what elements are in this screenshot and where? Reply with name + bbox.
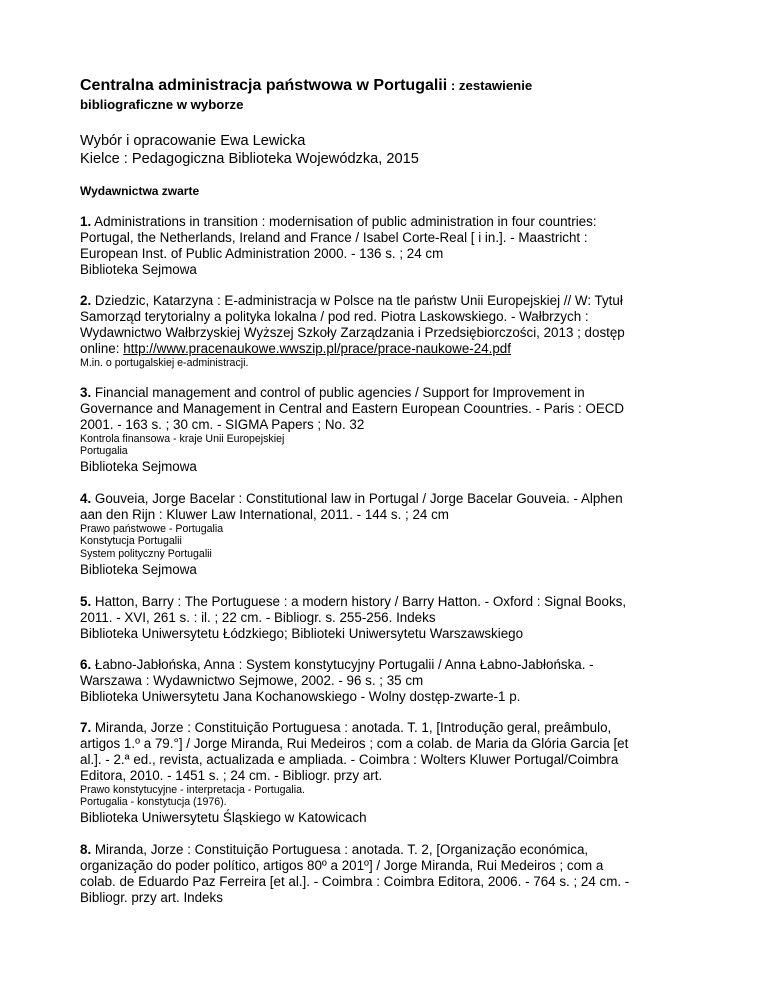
title-main: Centralna administracja państwowa w Portugalii: [80, 77, 448, 94]
entry-line: al.]. - 2.ª ed., revista, actualizada e ampliada. - Coimbra : Wolters Kluwer Portugal/Coimbra: [80, 751, 619, 767]
entry-link-line: [80, 341, 690, 357]
library-location: Biblioteka Uniwersytetu Jana Kochanowskiego - Wolny dostęp-zwarte-1 p.: [80, 688, 521, 704]
bibliography-entry: [80, 293, 690, 370]
entry-number: 2.: [80, 293, 92, 308]
entry-line: Bibliogr. przy art. Indeks: [80, 889, 223, 905]
bibliography-entry: [80, 720, 690, 827]
entry-line: colab. de Eduardo Paz Ferreira [et al.]. - Coimbra : Coimbra Editora, 2006. - 764 s. ; 24 cm. -: [80, 873, 630, 889]
entry-line: Governance and Management in Central and Eastern European Coountries. - Paris : OECD: [80, 400, 625, 416]
entry-line: 2001. - 163 s. ; 30 cm. - SIGMA Papers ; No. 32: [80, 416, 365, 432]
bibliography-list: [80, 214, 690, 906]
subject-keyword: Prawo konstytucyjne - interpretacja - Portugalia.: [80, 783, 305, 796]
bibliography-entry: [80, 214, 690, 278]
subject-keyword: Kontrola finansowa - kraje Unii Europejskiej: [80, 432, 285, 445]
entry-line: Wydawnictwo Wałbrzyskiej Wyższej Szkoły Zarządzania i Przedsiębiorczości, 2013 ; dostęp: [80, 325, 625, 340]
entry-text: Gouveia, Jorge Bacelar : Constitutional law in Portugal / Jorge Bacelar Gouveia. - Alphen: [94, 490, 623, 506]
subject-keyword: Portugalia - konstytucja (1976).: [80, 796, 227, 809]
subject-keyword: M.in. o portugalskiej e-administracji.: [80, 357, 249, 369]
entry-line: organização do poder político, artigos 80º a 201º] / Jorge Miranda, Rui Medeiros ; com a: [80, 857, 604, 873]
title-continuation: bibliograficzne w wyborze: [80, 97, 244, 112]
entry-line: Portugal, the Netherlands, Ireland and France / Isabel Corte-Real [ i in.]. - Maastricht :: [80, 230, 588, 245]
entry-line: Warszawa : Wydawnictwo Sejmowe, 2002. - 96 s. ; 35 cm: [80, 672, 424, 688]
bibliography-entry: [80, 842, 690, 906]
entry-text: Miranda, Jorze : Constituição Portuguesa : anotada. T. 2, [Organização económica,: [94, 841, 589, 857]
library-location: Biblioteka Uniwersytetu Śląskiego w Katowicach: [80, 809, 367, 825]
entry-text: Łabno-Jabłońska, Anna : System konstytucyjny Portugalii / Anna Łabno-Jabłońska. -: [94, 656, 594, 672]
document-meta: [80, 132, 690, 168]
entry-text: Administrations in transition : modernisation of public administration in four countries:: [94, 214, 597, 229]
entry-text: Miranda, Jorze : Constituição Portuguesa : anotada. T. 1, [Introdução geral, preâmbulo,: [94, 719, 612, 735]
entry-line: 2011. - XVI, 261 s. : il. ; 22 cm. - Bibliogr. s. 255-256. Indeks: [80, 609, 436, 625]
entry-line: artigos 1.º a 79.°] / Jorge Miranda, Rui Medeiros ; com a colab. de Maria da Glória Garcia [et: [80, 735, 629, 751]
entry-number: 4.: [80, 490, 92, 506]
entry-line: Samorząd terytorialny a polityka lokalna / pod red. Piotra Laskowskiego. - Wałbrzych :: [80, 309, 589, 324]
entry-text: Dziedzic, Katarzyna : E-administracja w Polsce na tle państw Unii Europejskiej // W: Tytuł: [94, 293, 623, 308]
link-prefix: online:: [80, 341, 124, 356]
entry-line: [80, 657, 690, 673]
entry-line: [80, 214, 690, 230]
bibliography-entry: [80, 385, 690, 476]
entry-line: aan den Rijn : Kluwer Law International, 2011. - 144 s. ; 24 cm: [80, 506, 449, 522]
entry-number: 3.: [80, 384, 92, 400]
entry-line: [80, 491, 690, 507]
subject-keyword: Prawo państwowe - Portugalia: [80, 522, 224, 535]
document-title: [80, 76, 690, 96]
subject-keyword: System polityczny Portugalii: [80, 547, 212, 560]
entry-number: 8.: [80, 841, 92, 857]
bibliography-entry: [80, 594, 690, 642]
title-sub: : zestawienie: [447, 78, 533, 93]
document-page: [80, 76, 690, 906]
library-location: Biblioteka Sejmowa: [80, 262, 197, 277]
library-location: Biblioteka Uniwersytetu Łódzkiego; Biblioteki Uniwersytetu Warszawskiego: [80, 625, 524, 641]
section-title: Wydawnictwa zwarte: [80, 184, 200, 198]
entry-text: Hatton, Barry : The Portuguese : a modern history / Barry Hatton. - Oxford : Signal Books,: [94, 593, 627, 609]
entry-line: [80, 594, 690, 610]
subject-keyword: Portugalia: [80, 445, 128, 458]
library-location: Biblioteka Sejmowa: [80, 561, 197, 577]
entry-line: [80, 720, 690, 736]
entry-line: [80, 842, 690, 858]
entry-number: 5.: [80, 593, 92, 609]
entry-line: [80, 385, 690, 401]
entry-link[interactable]: http://www.pracenaukowe.wwszip.pl/prace/prace-naukowe-24.pdf: [123, 341, 511, 356]
library-location: Biblioteka Sejmowa: [80, 458, 197, 474]
publisher-line: Kielce : Pedagogiczna Biblioteka Wojewódzka, 2015: [80, 151, 419, 167]
entry-line: European Inst. of Public Administration 2000. - 136 s. ; 24 cm: [80, 246, 444, 261]
entry-line: [80, 293, 690, 309]
bibliography-entry: [80, 657, 690, 705]
entry-line: Editora, 2010. - 1451 s. ; 24 cm. - Bibliogr. przy art.: [80, 767, 383, 783]
entry-text: Financial management and control of public agencies / Support for Improvement in: [94, 384, 585, 400]
entry-number: 6.: [80, 656, 92, 672]
author-line: Wybór i opracowanie Ewa Lewicka: [80, 133, 306, 149]
entry-number: 1.: [80, 214, 92, 229]
entry-number: 7.: [80, 719, 92, 735]
subject-keyword: Konstytucja Portugalii: [80, 535, 182, 548]
bibliography-entry: [80, 491, 690, 579]
